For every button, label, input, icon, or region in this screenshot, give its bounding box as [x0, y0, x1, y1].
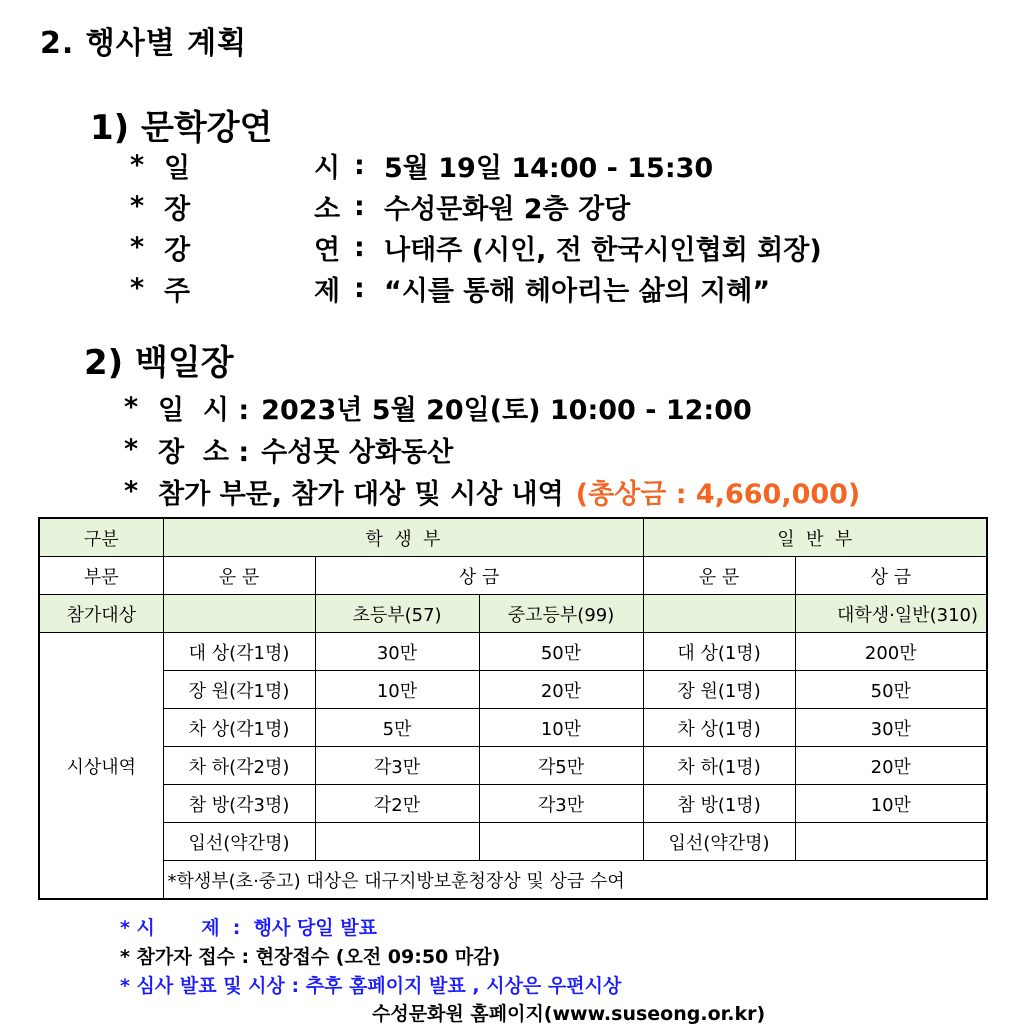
- table-row: [39, 785, 987, 823]
- bullet-star: *: [124, 476, 139, 507]
- table-cell: 입선(약간명): [163, 823, 315, 861]
- table-cell: [795, 823, 987, 861]
- table-cell: 각2만: [315, 785, 479, 823]
- row-value: 나태주 (시인, 전 한국시인협회 회장): [384, 235, 822, 266]
- header-cell: 상 금: [315, 557, 643, 595]
- section2-title: 2) 백일장: [84, 343, 234, 383]
- header-student: 학 생 부: [163, 518, 643, 557]
- table-cell: 참 방(1명): [643, 785, 795, 823]
- table-row: [39, 633, 987, 671]
- table-cell: 초등부(57): [315, 595, 479, 633]
- row-sep: :: [354, 232, 365, 263]
- row-key: 참가 부문, 참가 대상 및 시상 내역: [158, 479, 564, 510]
- table-cell: 대 상(각1명): [163, 633, 315, 671]
- row-sep: :: [354, 150, 365, 181]
- bullet-star: *: [124, 434, 139, 465]
- row-key-1: 일: [164, 153, 191, 184]
- table-row: [39, 747, 987, 785]
- table-cell: 30만: [795, 709, 987, 747]
- header-general: 일 반 부: [643, 518, 987, 557]
- bullet-star: *: [130, 273, 145, 304]
- row-key-1: 장: [164, 194, 191, 225]
- table-cell: 장 원(각1명): [163, 671, 315, 709]
- table-row: [39, 671, 987, 709]
- table-cell: 200만: [795, 633, 987, 671]
- table-cell: [643, 595, 795, 633]
- table-cell: [479, 823, 643, 861]
- table-cell: 중고등부(99): [479, 595, 643, 633]
- page-heading: 2. 행사별 계획: [40, 26, 248, 61]
- table-row: [39, 861, 987, 900]
- row-value: 5월 19일 14:00 - 15:30: [384, 153, 714, 184]
- bullet-star: *: [130, 150, 145, 181]
- table-cell: 20만: [795, 747, 987, 785]
- table-cell: 50만: [795, 671, 987, 709]
- row-key-2: 연: [314, 235, 341, 266]
- table-cell: 차 하(각2명): [163, 747, 315, 785]
- table-row: [39, 823, 987, 861]
- table-cell: 10만: [479, 709, 643, 747]
- table-cell: 입선(약간명): [643, 823, 795, 861]
- table-cell: 30만: [315, 633, 479, 671]
- awards-label: 시상내역: [39, 633, 163, 900]
- row-value: 수성문화원 2층 강당: [384, 194, 631, 225]
- row-key-2: 소: [314, 194, 341, 225]
- row-sep: :: [354, 273, 365, 304]
- table-cell: 20만: [479, 671, 643, 709]
- awards-table: [38, 517, 988, 900]
- section1-title: 1) 문학강연: [90, 108, 273, 148]
- header-cell: 부문: [39, 557, 163, 595]
- table-footnote: *학생부(초·중고) 대상은 대구지방보훈청장상 및 상금 수여: [163, 861, 987, 900]
- bullet-star: *: [130, 191, 145, 222]
- header-cell: 상 금: [795, 557, 987, 595]
- bullet-star: *: [130, 232, 145, 263]
- table-cell: 10만: [315, 671, 479, 709]
- header-cell: 운 문: [643, 557, 795, 595]
- note-announcement: * 심사 발표 및 시상 : 추후 홈페이지 발표 , 시상은 우편시상: [120, 975, 622, 997]
- note-topic: * 시 제 : 행사 당일 발표: [120, 917, 377, 939]
- table-cell: 각3만: [315, 747, 479, 785]
- row-key: 일 시 :: [158, 395, 250, 426]
- table-row: [39, 557, 987, 595]
- table-cell: 참 방(각3명): [163, 785, 315, 823]
- row-key: 장 소 :: [158, 437, 250, 468]
- table-cell: 각5만: [479, 747, 643, 785]
- row-value: 2023년 5월 20일(토) 10:00 - 12:00: [261, 395, 752, 426]
- total-prize: (총상금 : 4,660,000): [575, 479, 861, 510]
- table-cell: 50만: [479, 633, 643, 671]
- table-row: [39, 595, 987, 633]
- table-cell: 대학생·일반(310): [795, 595, 987, 633]
- table-cell: [163, 595, 315, 633]
- bullet-star: *: [124, 392, 139, 423]
- table-cell: 각3만: [479, 785, 643, 823]
- section1-row-speaker: [130, 228, 822, 267]
- row-key-1: 강: [164, 235, 191, 266]
- row-value: “시를 통해 헤아리는 삶의 지혜”: [384, 276, 771, 307]
- section2-row-categories: [124, 472, 860, 511]
- table-cell: [315, 823, 479, 861]
- row-key-1: 주: [164, 276, 191, 307]
- table-row: [39, 709, 987, 747]
- section1-row-topic: [130, 269, 770, 308]
- table-cell: 차 상(각1명): [163, 709, 315, 747]
- note-homepage: 수성문화원 홈페이지(www.suseong.or.kr): [372, 1003, 766, 1025]
- section1-row-place: [130, 187, 630, 226]
- row-key-2: 시: [314, 153, 341, 184]
- table-cell: 차 상(1명): [643, 709, 795, 747]
- table-cell: 대 상(1명): [643, 633, 795, 671]
- row-sep: :: [354, 191, 365, 222]
- row-key-2: 제: [314, 276, 341, 307]
- header-cell: 구분: [39, 518, 163, 557]
- table-cell: 10만: [795, 785, 987, 823]
- table-row: [39, 518, 987, 557]
- table-cell: 장 원(1명): [643, 671, 795, 709]
- row-value: 수성못 상화동산: [261, 437, 454, 468]
- table-cell: 5만: [315, 709, 479, 747]
- table-cell: 차 하(1명): [643, 747, 795, 785]
- section2-row-place: [124, 430, 453, 469]
- header-cell: 운 문: [163, 557, 315, 595]
- section1-row-date: [130, 146, 713, 185]
- section2-row-date: [124, 388, 752, 427]
- header-cell: 참가대상: [39, 595, 163, 633]
- note-registration: * 참가자 접수 : 현장접수 (오전 09:50 마감): [120, 946, 501, 968]
